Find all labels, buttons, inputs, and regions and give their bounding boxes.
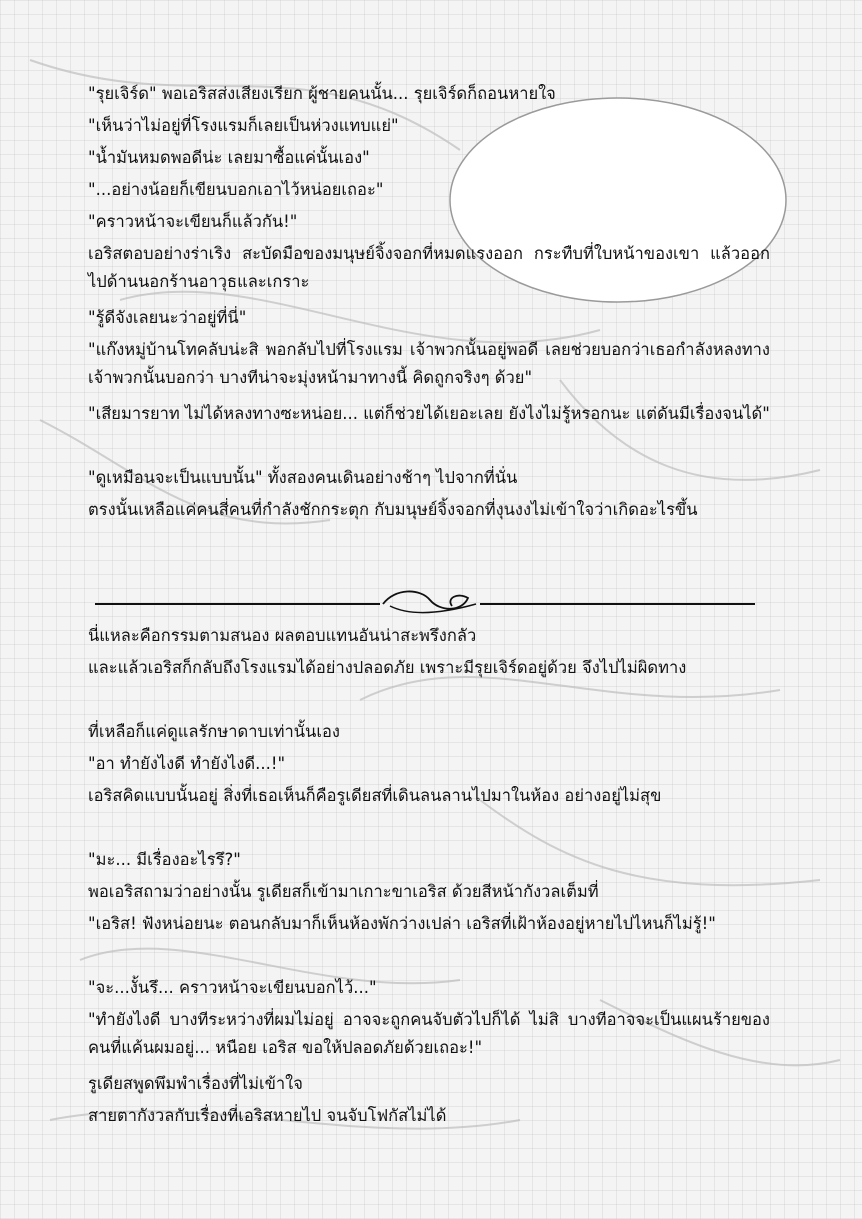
paragraph: รูเดียสพูดพึมพำเรื่องที่ไม่เข้าใจ [88, 1074, 303, 1093]
paragraph: "รุยเจิร์ด" พอเอริสส่งเสียงเรียก ผู้ชายคนนั้น... รุยเจิร์ดก็ถอนหายใจ [88, 84, 556, 103]
paragraph: สายตากังวลกับเรื่องที่เอริสหายไป จนจับโฟกัสไม่ได้ [88, 1106, 447, 1125]
paragraph: ที่เหลือก็แค่ดูแลรักษาดาบเท่านั้นเอง [88, 722, 340, 741]
paragraph: "ดูเหมือนจะเป็นแบบนั้น" ทั้งสองคนเดินอย่างช้าๆ ไปจากที่นั่น [88, 468, 518, 487]
paragraph: "มะ... มีเรื่องอะไรรึ?" [88, 850, 241, 869]
paragraph: "คราวหน้าจะเขียนก็แล้วกัน!" [88, 212, 298, 231]
paragraph: "อา ทำยังไงดี ทำยังไงดี...!" [88, 754, 286, 773]
paragraph: ตรงนั้นเหลือแค่คนสี่คนที่กำลังชักกระตุก กับมนุษย์จิ้งจอกที่งุนงงไม่เข้าใจว่าเกิดอะไรขึ้น [88, 500, 698, 519]
paragraph: เอริสตอบอย่างร่าเริง สะบัดมือของมนุษย์จิ้งจอกที่หมดแรงออก กระทืบที่ใบหน้าของเขา แล้วออกไปด้านนอกร้านอาวุธและเกราะ [88, 244, 770, 291]
paragraph: และแล้วเอริสก็กลับถึงโรงแรมได้อย่างปลอดภัย เพราะมีรุยเจิร์ดอยู่ด้วย จึงไปไม่ผิดทาง [88, 658, 687, 677]
paragraph: "...อย่างน้อยก็เขียนบอกเอาไว้หน่อยเถอะ" [88, 180, 384, 199]
paragraph: "จะ...งั้นรึ... คราวหน้าจะเขียนบอกไว้..." [88, 978, 377, 997]
paragraph: "ทำยังไงดี บางทีระหว่างที่ผมไม่อยู่ อาจจะถูกคนจับตัวไปก็ได้ ไม่สิ บางทีอาจจะเป็นแผนร้ายของคนที่แค้นผมอยู่... หนือย เอริส ขอให้ปลอดภัยด้วยเถอะ!" [88, 1010, 770, 1057]
paragraph: "เห็นว่าไม่อยู่ที่โรงแรมก็เลยเป็นห่วงแทบแย่" [88, 116, 399, 135]
paragraph: "รู้ดีจังเลยนะว่าอยู่ที่นี่" [88, 308, 247, 327]
paragraph: นี่แหละคือกรรมตามสนอง ผลตอบแทนอันน่าสะพรึงกลัว [88, 626, 477, 645]
paragraph: "น้ำมันหมดพอดีน่ะ เลยมาซื้อแค่นั้นเอง" [88, 148, 370, 167]
paragraph: "แก๊งหมู่บ้านโทคลับน่ะสิ พอกลับไปที่โรงแรม เจ้าพวกนั้นอยู่พอดี เลยช่วยบอกว่าเธอกำลังหลงทาง เจ้าพวกนั้นบอกว่า บางทีน่าจะมุ่งหน้ามาทางนี้ คิดถูกจริงๆ ด้วย" [88, 340, 770, 387]
ornament-divider [95, 591, 755, 612]
paragraph: "เสียมารยาท ไม่ได้หลงทางซะหน่อย... แต่ก็ช่วยได้เยอะเลย ยังไงไม่รู้หรอกนะ แต่ดันมีเรื่องจนได้" [88, 404, 770, 423]
paragraph: "เอริส! ฟังหน่อยนะ ตอนกลับมาก็เห็นห้องพักว่างเปล่า เอริสที่เฝ้าห้องอยู่หายไปไหนก็ไม่รู้!" [88, 914, 716, 933]
paragraph: เอริสคิดแบบนั้นอยู่ สิ่งที่เธอเห็นก็คือรูเดียสที่เดินลนลานไปมาในห้อง อย่างอยู่ไม่สุข [88, 786, 662, 805]
paragraph: พอเอริสถามว่าอย่างนั้น รูเดียสก็เข้ามาเกาะขาเอริส ด้วยสีหน้ากังวลเต็มที่ [88, 882, 599, 901]
